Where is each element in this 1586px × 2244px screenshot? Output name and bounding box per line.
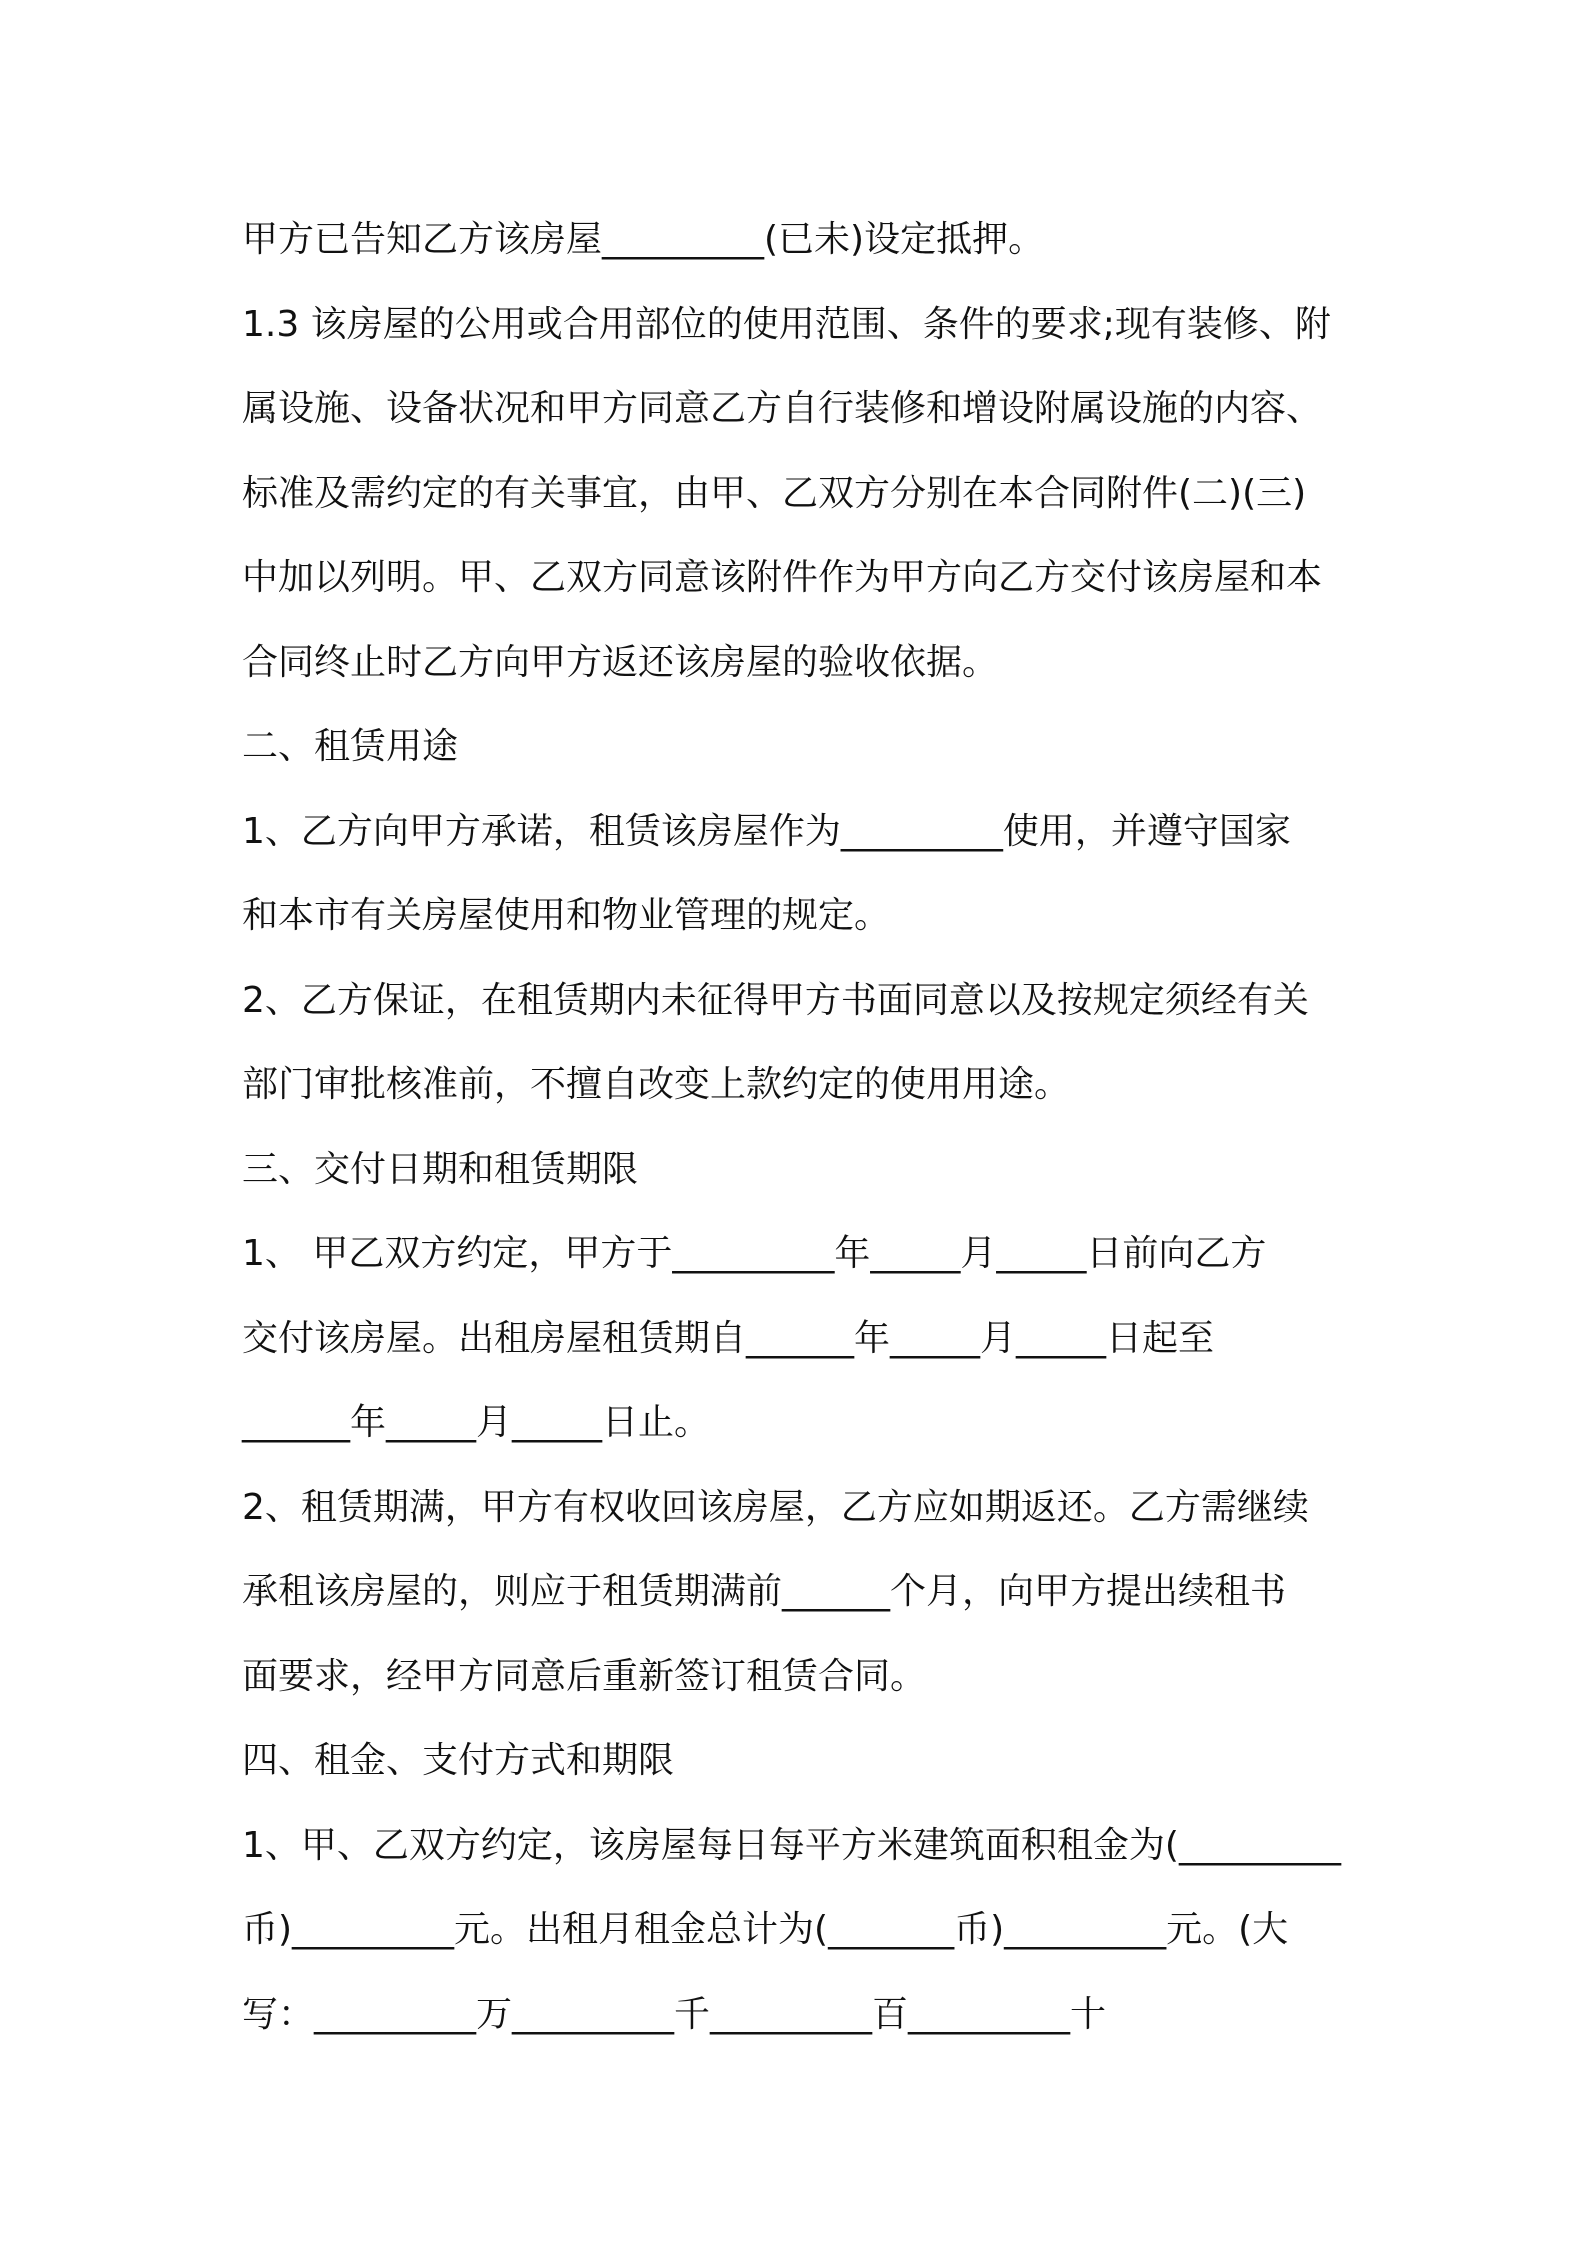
text-line: 写：_________万_________千_________百_________十 xyxy=(242,1993,1106,2035)
text-line-delivery-2: 2、租赁期满，甲方有权收回该房屋，乙方应如期返还。乙方需继续 xyxy=(242,1486,1309,1528)
text-line: ______年_____月_____日止。 xyxy=(242,1402,711,1443)
text-line-clause-1-3: 1.3 该房屋的公用或合用部位的使用范围、条件的要求;现有装修、附 xyxy=(242,303,1331,345)
text-line: 交付该房屋。出租房屋租赁期自______年_____月_____日起至 xyxy=(242,1317,1215,1359)
text-line: 部门审批核准前，不擅自改变上款约定的使用用途。 xyxy=(242,1064,1071,1105)
text-line-purpose-1: 1、乙方向甲方承诺，租赁该房屋作为_________使用，并遵守国家 xyxy=(242,810,1291,852)
section-heading-purpose: 二、租赁用途 xyxy=(242,726,459,767)
text-line: 面要求，经甲方同意后重新签订租赁合同。 xyxy=(242,1655,927,1697)
text-line: 中加以列明。甲、乙双方同意该附件作为甲方向乙方交付该房屋和本 xyxy=(242,557,1323,598)
text-line: 承租该房屋的，则应于租赁期满前______个月，向甲方提出续租书 xyxy=(242,1571,1287,1612)
text-line-rent-1: 1、甲、乙双方约定，该房屋每日每平方米建筑面积租金为(_________ xyxy=(242,1824,1341,1866)
document-body xyxy=(242,198,1352,2057)
text-line: 币)_________元。出租月租金总计为(_______币)_________元。(大 xyxy=(242,1909,1289,1950)
section-heading-rent: 四、租金、支付方式和期限 xyxy=(242,1740,675,1781)
text-line: 属设施、设备状况和甲方同意乙方自行装修和增设附属设施的内容、 xyxy=(242,388,1323,429)
section-heading-delivery: 三、交付日期和租赁期限 xyxy=(242,1148,639,1190)
text-line: 标准及需约定的有关事宜，由甲、乙双方分别在本合同附件(二)(三) xyxy=(242,472,1307,514)
text-line-purpose-2: 2、乙方保证，在租赁期内未征得甲方书面同意以及按规定须经有关 xyxy=(242,979,1309,1021)
text-line-mortgage: 甲方已告知乙方该房屋_________(已未)设定抵押。 xyxy=(242,219,1045,260)
text-line: 和本市有关房屋使用和物业管理的规定。 xyxy=(242,895,891,936)
text-line-delivery-1: 1、 甲乙双方约定，甲方于_________年_____月_____日前向乙方 xyxy=(242,1233,1267,1274)
text-line: 合同终止时乙方向甲方返还该房屋的验收依据。 xyxy=(242,641,999,683)
